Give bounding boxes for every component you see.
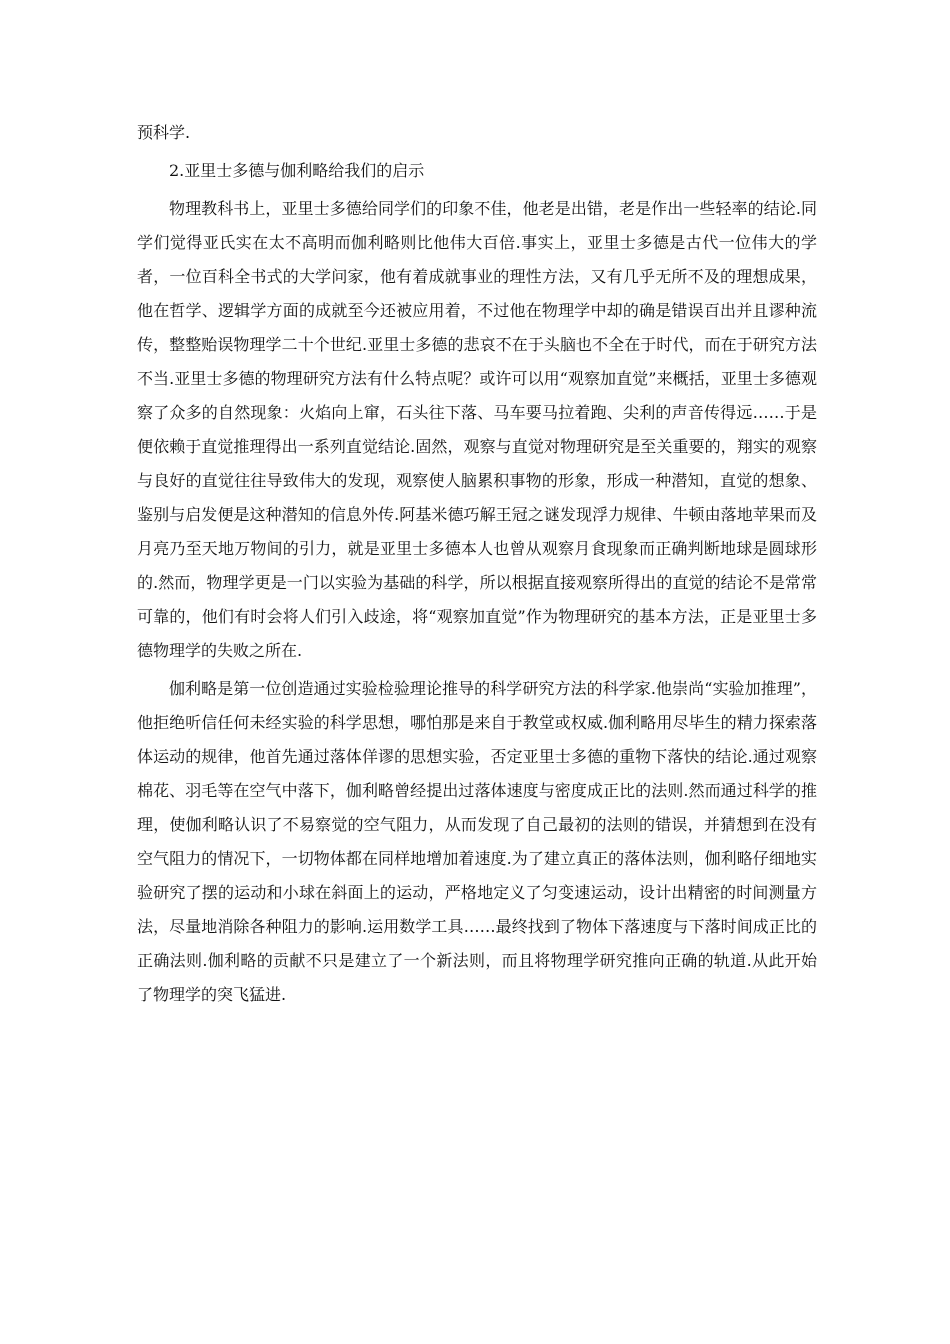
section-heading: 2.亚里士多德与伽利略给我们的启示: [169, 161, 425, 180]
document-body: [137, 116, 817, 1012]
paragraph-galileo: 伽利略是第一位创造通过实验检验理论推导的科学研究方法的科学家.他崇尚“实验加推理”，他拒绝听信任何未经实验的科学思想，哪怕那是来自于教堂或权威.伽利略用尽毕生的精力探索落体运动的规律，他首先通过落体佯谬的思想实验，否定亚里士多德的重物下落快的结论.通过观察棉花、羽毛等在空气中落下，伽利略曾经提出过落体速度与密度成正比的法则.然而通过科学的推理，使伽利略认识了不易察觉的空气阻力，从而发现了自己最初的法则的错误，并猜想到在没有空气阻力的情况下，一切物体都在同样地增加着速度.为了建立真正的落体法则，伽利略仔细地实验研究了摆的运动和小球在斜面上的运动，严格地定义了匀变速运动，设计出精密的时间测量方法，尽量地消除各种阻力的影响.运用数学工具……最终找到了物体下落速度与下落时间成正比的正确法则.伽利略的贡献不只是建立了一个新法则，而且将物理学研究推向正确的轨道.从此开始了物理学的突飞猛进.: [137, 679, 817, 1004]
lead-line: 预科学.: [137, 123, 191, 142]
paragraph-aristotle: 物理教科书上，亚里士多德给同学们的印象不佳，他老是出错，老是作出一些轻率的结论.同学们觉得亚氏实在太不高明而伽利略则比他伟大百倍.事实上，亚里士多德是古代一位伟大的学者，一位百科全书式的大学问家，他有着成就事业的理性方法，又有几乎无所不及的理想成果，他在哲学、逻辑学方面的成就至今还被应用着，不过他在物理学中却的确是错误百出并且谬种流传，整整贻误物理学二十个世纪.亚里士多德的悲哀不在于头脑也不全在于时代，而在于研究方法不当.亚里士多德的物理研究方法有什么特点呢？或许可以用“观察加直觉”来概括，亚里士多德观察了众多的自然现象：火焰向上窜，石头往下落、马车要马拉着跑、尖利的声音传得远……于是便依赖于直觉推理得出一系列直觉结论.固然，观察与直觉对物理研究是至关重要的，翔实的观察与良好的直觉往往导致伟大的发现，观察使人脑累积事物的形象，形成一种潜知，直觉的想象、鉴别与启发便是这种潜知的信息外传.阿基米德巧解王冠之谜发现浮力规律、牛顿由落地苹果而及月亮乃至天地万物间的引力，就是亚里士多德本人也曾从观察月食现象而正确判断地球是圆球形的.然而，物理学更是一门以实验为基础的科学，所以根据直接观察所得出的直觉的结论不是常常可靠的，他们有时会将人们引入歧途，将“观察加直觉”作为物理研究的基本方法，正是亚里士多德物理学的失败之所在.: [137, 199, 817, 660]
